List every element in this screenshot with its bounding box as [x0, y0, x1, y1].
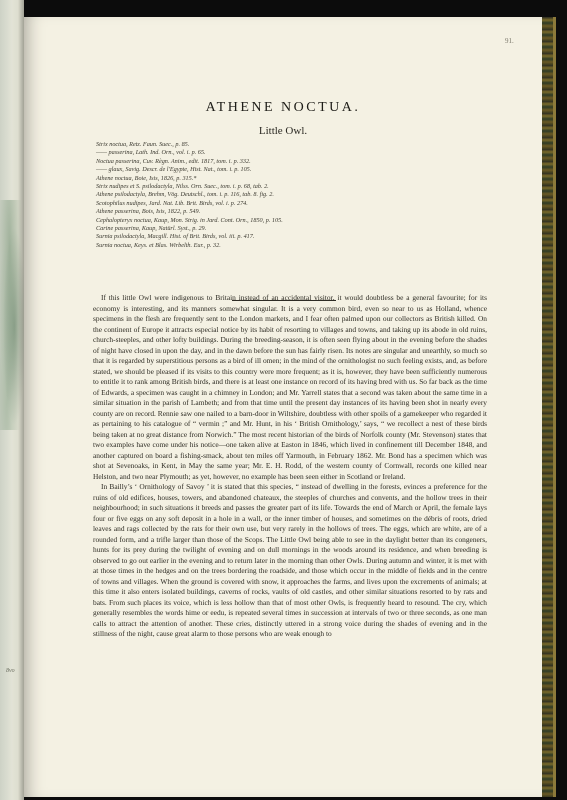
paragraph: In Bailly’s ‘ Ornithology of Savoy ’ it is stated that this species, “ instead of dwelling in the forests, evinces a preference for the ruins of old edifices, houses, towers, and abandoned chateaux, the steeples of churches and convents, and the hollow trees in their neighbourhood; in such situations it breeds and passes the greater part of its life. Towards the end of March or April, the female lays four or five eggs on any soft deposit in a hole in a wall, or the inner timber of houses, and sometimes on the débris of roots, dried leaves and rags collected by the rats for their own use, but very rarely in the hollows of trees. The eggs, which are white, are of a rounded form, and a trifle larger than those of the Scops. The Little Owl being able to see in the daylight better than its congeners, hunts for its prey during the twilight of evening and on dull mornings in the woods around its residence, and when breeding is observed to go out earlier in the evening and to return later in the morning than other Owls. During autumn and winter, it is met with at those times in the hedges and on the trees bordering the roadside, and those which occur in the middle of fields and in the centre of towns and villages. When the ground is covered with snow, it approaches the farms, and lives upon the excrements of animals; at this time it also enters isolated buildings, caverns of rocks, vaults of old castles, and other similar situations resorted to by rats and bats. From such places its voice, which is less hollow than that of most other Owls, is frequently heard to resound. The cry, which generally resembles the words hime or eedu, is repeated several times in succession at intervals of two or three seconds, as one man calls to attract the attention of another. These cries, distinctly uttered in a strong voice during the shades of evening and in the stillness of the night, cause great alarm to those persons who are weak enough to	[93, 482, 487, 638]
plate-number: 8vo	[6, 668, 15, 674]
synonym-entry: Strix nudipes et S. psilodactyla, Nilss. Orn. Suec., tom. i. p. 68, tab. 2.	[96, 183, 269, 191]
synonym-entry: Carine passerina, Kaup, Natürl. Syst., p. 29.	[96, 225, 207, 233]
synonym-entry: Scotophilus nudipes, Jard. Nat. Lib. Brit. Birds, vol. i. p. 274.	[96, 199, 248, 207]
synonym-entry: —— passerina, Lath. Ind. Orn., vol. i. p. 65.	[96, 149, 206, 157]
left-page-edge	[0, 0, 24, 800]
synonym-entry: —— glaux, Savig. Descr. de l'Egypte, Hist. Nat., tom. i. p. 105.	[96, 166, 252, 174]
common-name-subtitle: Little Owl.	[258, 125, 308, 137]
synonym-entry: Noctua passerina, Cuv. Règn. Anim., edit. 1817, tom. i. p. 332.	[96, 157, 251, 165]
synonymy-list	[96, 141, 496, 250]
synonym-entry: Surnia psilodactyla, Macgill. Hist. of Brit. Birds, vol. iii. p. 417.	[96, 233, 255, 241]
species-title: ATHENE NOCTUA.	[205, 100, 361, 115]
synonym-entry: Athene passerina, Bois, Isis, 1822, p. 549.	[96, 208, 201, 216]
synonym-entry: Athene noctua, Boie, Isis, 1826, p. 315.*	[96, 174, 197, 182]
synonym-entry: Cephalopteryx noctua, Kaup, Mon. Strig. in Jard. Cont. Orn., 1850, p. 105.	[96, 216, 283, 224]
gilt-edge	[553, 17, 556, 797]
paragraph: If this little Owl were indigenous to Britain instead of an accidental visitor, it would doubtless be a general favourite; for its economy is interesting, and its manners somewhat singular. It is a very common bird, even so near to us as Holland, whence specimens in the flesh are frequently sent to the London markets, and I fear often palmed upon our collectors as British killed. On the continent of Europe it attracts especial notice by its habit of resorting to villages and towns, and taking up its abode in old ruins, church-steeples, and other lofty buildings. During the breeding-season, it is often seen flying about in the evening before the shades of night have closed in upon the day, and in the dawn before the sun has fairly risen. Its notes are singular and unearthly, so much so that it is regarded by superstitious persons as a bird of ill omen; in the mind of the ornithologist no such feeling exists, and, as before stated, we should be pleased if its visits to this country were more frequent; as it is, however, they have been sufficiently numerous to entitle it to rank among British birds, and there is at least one instance on record of its having bred with us. So far back as the time of Edwards, a specimen was caught in a chimney in London; and Mr. Yarrell states that a second was taken about the same time in a similar situation in the parish of Lambeth; and from that time until the present day instances of its having been shot in nearly every county are on record. Rennie saw one nailed to a barn-door in Wiltshire, doubtless with other spoils of a gamekeeper who regarded it as pertaining to his catalogue of “ vermin ;” and Mr. Hunt, in his ‘ British Ornithology,’ says, “ we recollect a nest of these birds being taken at no great distance from Norwich.” The most recent historian of the birds of Norfolk county (Mr. Stevenson) states that two examples have come under his notice—one taken alive at Easton in 1846, which lived in confinement till December 1848, and another captured on board a fishing-smack, about ten miles off Yarmouth, in February 1862. Mr. Bond has a specimen which was shot at Sevenoaks, in Kent, in May the same year; Mr. E. H. Rodd, of the western county of Cornwall, records one killed near Helston, and two near Plymouth; as yet, however, no example has been seen either in Scotland or Ireland.	[93, 293, 487, 481]
main-text-body	[93, 293, 487, 640]
synonym-entry: Surnia noctua, Keys. et Blas. Wirbelth. Eur., p. 32.	[96, 241, 221, 249]
synonym-entry: Athene psilodactyla, Brehm, Vög. Deutschl., tom. i. p. 116, tab. 8. fig. 2.	[96, 191, 274, 199]
page-number: 91.	[505, 37, 514, 45]
synonym-entry: Strix noctua, Retz. Faun. Suec., p. 85.	[96, 141, 190, 148]
